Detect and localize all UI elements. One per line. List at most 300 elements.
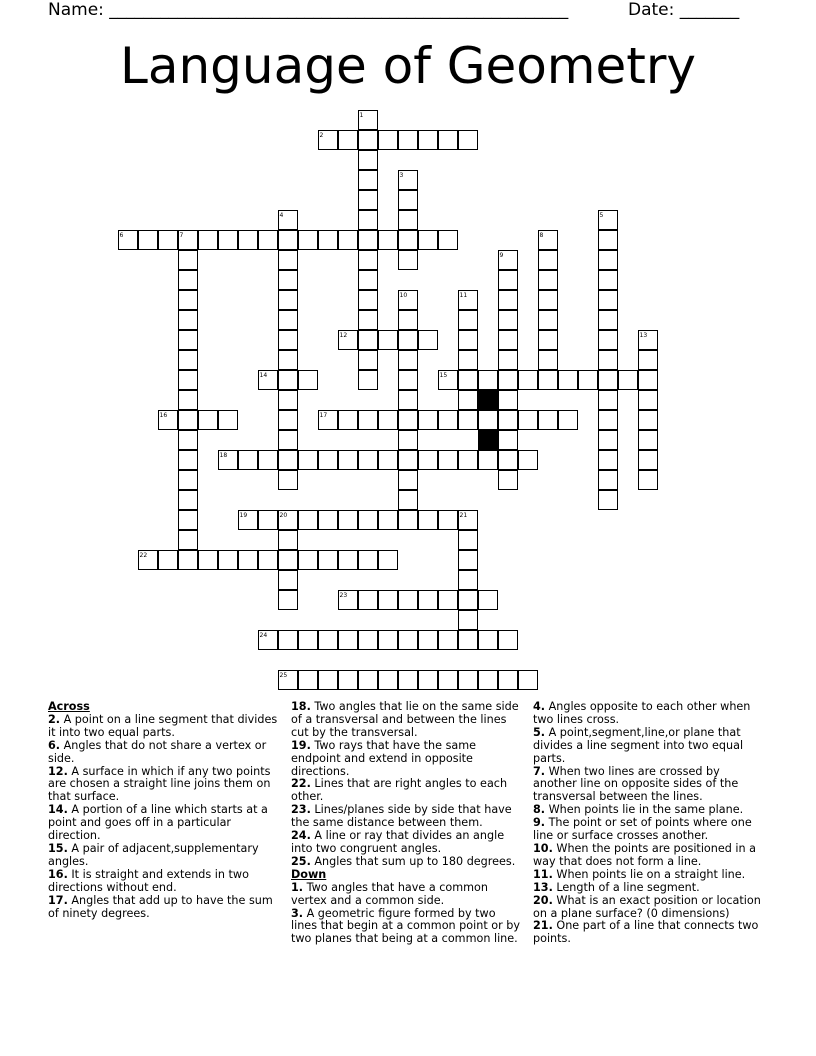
clue-number: 3. bbox=[291, 906, 304, 920]
clue-number: 15. bbox=[48, 841, 68, 855]
crossword-cell[interactable] bbox=[478, 590, 498, 610]
crossword-cell[interactable] bbox=[398, 510, 418, 530]
crossword-cell[interactable] bbox=[178, 330, 198, 350]
crossword-cell[interactable] bbox=[278, 570, 298, 590]
crossword-cell[interactable] bbox=[398, 210, 418, 230]
clue-number-label: 12 bbox=[339, 331, 348, 339]
crossword-cell[interactable] bbox=[598, 310, 618, 330]
crossword-cell[interactable] bbox=[338, 450, 358, 470]
crossword-cell[interactable] bbox=[498, 410, 518, 430]
clue-number-label: 14 bbox=[259, 371, 268, 379]
crossword-cell[interactable] bbox=[298, 510, 318, 530]
clue-item bbox=[533, 817, 765, 843]
crossword-cell[interactable] bbox=[378, 550, 398, 570]
crossword-cell[interactable] bbox=[178, 510, 198, 530]
crossword-cell[interactable] bbox=[338, 330, 358, 350]
crossword-cell[interactable] bbox=[198, 550, 218, 570]
crossword-cell[interactable] bbox=[318, 550, 338, 570]
crossword-cell[interactable] bbox=[638, 450, 658, 470]
crossword-cell[interactable] bbox=[258, 370, 278, 390]
crossword-cell[interactable] bbox=[278, 210, 298, 230]
crossword-cell[interactable] bbox=[358, 190, 378, 210]
crossword-cell[interactable] bbox=[478, 450, 498, 470]
crossword-cell[interactable] bbox=[538, 350, 558, 370]
crossword-cell[interactable] bbox=[518, 670, 538, 690]
crossword-cell[interactable] bbox=[518, 450, 538, 470]
crossword-cell[interactable] bbox=[538, 330, 558, 350]
crossword-cell[interactable] bbox=[238, 550, 258, 570]
crossword-cell[interactable] bbox=[298, 670, 318, 690]
crossword-cell[interactable] bbox=[358, 110, 378, 130]
crossword-cell[interactable] bbox=[398, 590, 418, 610]
crossword-cell[interactable] bbox=[278, 230, 298, 250]
clue-item bbox=[48, 869, 280, 895]
clue-number: 23. bbox=[291, 803, 311, 817]
crossword-cell[interactable] bbox=[218, 410, 238, 430]
crossword-cell[interactable] bbox=[598, 450, 618, 470]
crossword-cell[interactable] bbox=[318, 670, 338, 690]
crossword-cell[interactable] bbox=[438, 410, 458, 430]
crossword-cell[interactable] bbox=[338, 510, 358, 530]
crossword-cell[interactable] bbox=[538, 370, 558, 390]
crossword-black-cell bbox=[478, 390, 498, 410]
crossword-cell[interactable] bbox=[378, 630, 398, 650]
clue-number: 22. bbox=[291, 777, 311, 791]
crossword-cell[interactable] bbox=[598, 430, 618, 450]
crossword-cell[interactable] bbox=[358, 370, 378, 390]
crossword-cell[interactable] bbox=[198, 230, 218, 250]
crossword-cell[interactable] bbox=[598, 410, 618, 430]
clue-item bbox=[291, 908, 523, 947]
crossword-cell[interactable] bbox=[358, 410, 378, 430]
crossword-cell[interactable] bbox=[398, 490, 418, 510]
crossword-cell[interactable] bbox=[418, 130, 438, 150]
crossword-cell[interactable] bbox=[358, 310, 378, 330]
clue-text: Angles opposite to each other when two lines cross. bbox=[533, 700, 751, 726]
crossword-cell[interactable] bbox=[438, 130, 458, 150]
crossword-cell[interactable] bbox=[598, 350, 618, 370]
page-title: Language of Geometry bbox=[119, 37, 697, 95]
crossword-cell[interactable] bbox=[518, 370, 538, 390]
crossword-cell[interactable] bbox=[478, 370, 498, 390]
date-field[interactable]: Date: _______ bbox=[628, 0, 740, 20]
clue-number-label: 15 bbox=[439, 371, 448, 379]
clue-number: 8. bbox=[533, 803, 546, 817]
crossword-cell[interactable] bbox=[398, 190, 418, 210]
crossword-cell[interactable] bbox=[398, 130, 418, 150]
crossword-cell[interactable] bbox=[558, 410, 578, 430]
crossword-cell[interactable] bbox=[498, 450, 518, 470]
crossword-cell[interactable] bbox=[138, 230, 158, 250]
crossword-cell[interactable] bbox=[178, 430, 198, 450]
clue-number: 19. bbox=[291, 738, 311, 752]
clue-number: 9. bbox=[533, 816, 546, 830]
crossword-cell[interactable] bbox=[258, 510, 278, 530]
crossword-cell[interactable] bbox=[498, 250, 518, 270]
crossword-cell[interactable] bbox=[378, 130, 398, 150]
clue-item bbox=[48, 843, 280, 869]
crossword-cell[interactable] bbox=[538, 270, 558, 290]
crossword-cell[interactable] bbox=[498, 430, 518, 450]
clue-item bbox=[533, 920, 765, 946]
crossword-cell[interactable] bbox=[498, 670, 518, 690]
crossword-cell[interactable] bbox=[378, 670, 398, 690]
crossword-cell[interactable] bbox=[398, 670, 418, 690]
crossword-cell[interactable] bbox=[118, 230, 138, 250]
crossword-cell[interactable] bbox=[398, 250, 418, 270]
crossword-cell[interactable] bbox=[178, 270, 198, 290]
crossword-cell[interactable] bbox=[498, 270, 518, 290]
crossword-cell[interactable] bbox=[358, 210, 378, 230]
crossword-cell[interactable] bbox=[178, 230, 198, 250]
crossword-cell[interactable] bbox=[278, 350, 298, 370]
clue-item bbox=[48, 804, 280, 843]
crossword-cell[interactable] bbox=[358, 350, 378, 370]
clue-number-label: 7 bbox=[179, 231, 184, 239]
crossword-cell[interactable] bbox=[258, 550, 278, 570]
crossword-cell[interactable] bbox=[358, 450, 378, 470]
crossword-cell[interactable] bbox=[598, 490, 618, 510]
crossword-cell[interactable] bbox=[498, 330, 518, 350]
crossword-cell[interactable] bbox=[538, 310, 558, 330]
crossword-cell[interactable] bbox=[398, 330, 418, 350]
crossword-cell[interactable] bbox=[398, 430, 418, 450]
crossword-cell[interactable] bbox=[178, 390, 198, 410]
crossword-cell[interactable] bbox=[498, 290, 518, 310]
crossword-cell[interactable] bbox=[298, 370, 318, 390]
crossword-cell[interactable] bbox=[438, 670, 458, 690]
crossword-cell[interactable] bbox=[358, 630, 378, 650]
clue-text: When points lie on a straight line. bbox=[552, 867, 746, 881]
clue-number: 16. bbox=[48, 867, 68, 881]
clue-number: 6. bbox=[48, 738, 61, 752]
crossword-cell[interactable] bbox=[258, 230, 278, 250]
crossword-cell[interactable] bbox=[358, 550, 378, 570]
crossword-cell[interactable] bbox=[638, 350, 658, 370]
crossword-cell[interactable] bbox=[178, 410, 198, 430]
crossword-cell[interactable] bbox=[638, 370, 658, 390]
crossword-cell[interactable] bbox=[418, 230, 438, 250]
crossword-cell[interactable] bbox=[338, 550, 358, 570]
crossword-cell[interactable] bbox=[278, 390, 298, 410]
crossword-cell[interactable] bbox=[398, 290, 418, 310]
crossword-cell[interactable] bbox=[178, 250, 198, 270]
crossword-cell[interactable] bbox=[398, 350, 418, 370]
crossword-cell[interactable] bbox=[278, 550, 298, 570]
crossword-cell[interactable] bbox=[318, 130, 338, 150]
crossword-cell[interactable] bbox=[478, 410, 498, 430]
clue-number-label: 17 bbox=[319, 411, 328, 419]
crossword-cell[interactable] bbox=[378, 450, 398, 470]
crossword-cell[interactable] bbox=[498, 310, 518, 330]
clue-column-2 bbox=[291, 701, 523, 946]
clue-text: A pair of adjacent,supplementary angles. bbox=[48, 841, 259, 868]
crossword-cell[interactable] bbox=[398, 370, 418, 390]
crossword-cell[interactable] bbox=[598, 250, 618, 270]
crossword-cell[interactable] bbox=[178, 470, 198, 490]
clue-text: A geometric figure formed by two lines that begin at a common point or by two planes that being at a common line. bbox=[291, 906, 520, 946]
crossword-cell[interactable] bbox=[278, 430, 298, 450]
clue-number: 14. bbox=[48, 803, 68, 817]
crossword-cell[interactable] bbox=[418, 450, 438, 470]
crossword-cell[interactable] bbox=[398, 410, 418, 430]
crossword-cell[interactable] bbox=[458, 350, 478, 370]
crossword-cell[interactable] bbox=[278, 510, 298, 530]
crossword-cell[interactable] bbox=[438, 370, 458, 390]
name-field[interactable]: Name: ______________________________________________________ bbox=[48, 0, 569, 20]
crossword-cell[interactable] bbox=[598, 370, 618, 390]
crossword-cell[interactable] bbox=[218, 450, 238, 470]
crossword-cell[interactable] bbox=[458, 530, 478, 550]
clue-number-label: 5 bbox=[599, 211, 604, 219]
crossword-cell[interactable] bbox=[358, 150, 378, 170]
crossword-cell[interactable] bbox=[458, 630, 478, 650]
clue-item bbox=[291, 830, 523, 856]
crossword-cell[interactable] bbox=[298, 630, 318, 650]
crossword-cell[interactable] bbox=[438, 510, 458, 530]
crossword-cell[interactable] bbox=[278, 470, 298, 490]
crossword-cell[interactable] bbox=[398, 230, 418, 250]
crossword-cell[interactable] bbox=[178, 370, 198, 390]
crossword-black-cell bbox=[478, 430, 498, 450]
crossword-cell[interactable] bbox=[278, 670, 298, 690]
crossword-cell[interactable] bbox=[438, 450, 458, 470]
crossword-cell[interactable] bbox=[178, 350, 198, 370]
crossword-cell[interactable] bbox=[158, 550, 178, 570]
crossword-cell[interactable] bbox=[358, 330, 378, 350]
clue-column-1 bbox=[48, 701, 280, 920]
crossword-cell[interactable] bbox=[298, 450, 318, 470]
crossword-cell[interactable] bbox=[458, 330, 478, 350]
crossword-cell[interactable] bbox=[418, 590, 438, 610]
crossword-cell[interactable] bbox=[398, 170, 418, 190]
crossword-cell[interactable] bbox=[358, 670, 378, 690]
clue-text: When the points are positioned in a way that does not form a line. bbox=[533, 841, 757, 868]
crossword-cell[interactable] bbox=[358, 250, 378, 270]
clue-item bbox=[291, 778, 523, 804]
crossword-cell[interactable] bbox=[518, 410, 538, 430]
crossword-cell[interactable] bbox=[498, 470, 518, 490]
crossword-cell[interactable] bbox=[398, 390, 418, 410]
crossword-cell[interactable] bbox=[498, 630, 518, 650]
clue-text: Two angles that lie on the same side of a transversal and between the lines cut by the transversal. bbox=[291, 700, 519, 739]
clue-item bbox=[291, 882, 523, 908]
clue-item bbox=[48, 895, 280, 921]
crossword-cell[interactable] bbox=[238, 230, 258, 250]
crossword-cell[interactable] bbox=[178, 290, 198, 310]
crossword-cell[interactable] bbox=[378, 590, 398, 610]
crossword-cell[interactable] bbox=[178, 530, 198, 550]
crossword-cell[interactable] bbox=[278, 270, 298, 290]
crossword-cell[interactable] bbox=[338, 590, 358, 610]
crossword-cell[interactable] bbox=[458, 370, 478, 390]
clue-number-label: 11 bbox=[459, 291, 468, 299]
clue-number-label: 10 bbox=[399, 291, 408, 299]
crossword-cell[interactable] bbox=[418, 670, 438, 690]
crossword-cell[interactable] bbox=[398, 310, 418, 330]
crossword-cell[interactable] bbox=[638, 330, 658, 350]
crossword-cell[interactable] bbox=[458, 390, 478, 410]
crossword-cell[interactable] bbox=[358, 270, 378, 290]
crossword-cell[interactable] bbox=[458, 310, 478, 330]
crossword-cell[interactable] bbox=[598, 270, 618, 290]
crossword-cell[interactable] bbox=[378, 410, 398, 430]
crossword-cell[interactable] bbox=[338, 130, 358, 150]
crossword-cell[interactable] bbox=[538, 230, 558, 250]
across-heading: Across bbox=[48, 700, 90, 713]
crossword-cell[interactable] bbox=[218, 230, 238, 250]
crossword-cell[interactable] bbox=[398, 630, 418, 650]
crossword-cell[interactable] bbox=[298, 550, 318, 570]
crossword-cell[interactable] bbox=[458, 550, 478, 570]
crossword-cell[interactable] bbox=[358, 290, 378, 310]
crossword-cell[interactable] bbox=[158, 230, 178, 250]
crossword-cell[interactable] bbox=[278, 410, 298, 430]
crossword-cell[interactable] bbox=[598, 330, 618, 350]
crossword-cell[interactable] bbox=[398, 450, 418, 470]
crossword-cell[interactable] bbox=[578, 370, 598, 390]
crossword-cell[interactable] bbox=[158, 410, 178, 430]
crossword-cell[interactable] bbox=[638, 430, 658, 450]
clue-item bbox=[291, 701, 523, 740]
crossword-cell[interactable] bbox=[438, 230, 458, 250]
crossword-cell[interactable] bbox=[318, 230, 338, 250]
clue-text: It is straight and extends in two directions without end. bbox=[48, 867, 249, 894]
crossword-cell[interactable] bbox=[458, 570, 478, 590]
crossword-cell[interactable] bbox=[498, 390, 518, 410]
crossword-cell[interactable] bbox=[498, 350, 518, 370]
clue-text: Two angles that have a common vertex and a common side. bbox=[291, 880, 488, 907]
crossword-cell[interactable] bbox=[458, 510, 478, 530]
crossword-cell[interactable] bbox=[278, 530, 298, 550]
crossword-cell[interactable] bbox=[598, 290, 618, 310]
crossword-cell[interactable] bbox=[278, 590, 298, 610]
clue-text: Lines/planes side by side that have the same distance between them. bbox=[291, 803, 512, 830]
crossword-cell[interactable] bbox=[458, 410, 478, 430]
crossword-cell[interactable] bbox=[378, 230, 398, 250]
crossword-cell[interactable] bbox=[638, 410, 658, 430]
crossword-cell[interactable] bbox=[238, 510, 258, 530]
crossword-cell[interactable] bbox=[178, 310, 198, 330]
crossword-cell[interactable] bbox=[358, 230, 378, 250]
crossword-cell[interactable] bbox=[538, 290, 558, 310]
crossword-cell[interactable] bbox=[538, 250, 558, 270]
clue-number-label: 19 bbox=[239, 511, 248, 519]
crossword-cell[interactable] bbox=[138, 550, 158, 570]
clue-number: 11. bbox=[533, 867, 553, 881]
crossword-cell[interactable] bbox=[278, 250, 298, 270]
crossword-cell[interactable] bbox=[318, 410, 338, 430]
crossword-cell[interactable] bbox=[238, 450, 258, 470]
crossword-cell[interactable] bbox=[498, 370, 518, 390]
crossword-cell[interactable] bbox=[458, 450, 478, 470]
clue-item bbox=[291, 856, 523, 869]
crossword-cell[interactable] bbox=[598, 210, 618, 230]
crossword-cell[interactable] bbox=[178, 550, 198, 570]
clue-number-label: 6 bbox=[119, 231, 124, 239]
clue-number-label: 18 bbox=[219, 451, 228, 459]
crossword-cell[interactable] bbox=[558, 370, 578, 390]
clue-text: A point,segment,line,or plane that divides a line segment into two equal parts. bbox=[533, 725, 744, 765]
crossword-cell[interactable] bbox=[638, 390, 658, 410]
crossword-cell[interactable] bbox=[418, 630, 438, 650]
clue-number: 13. bbox=[533, 880, 553, 894]
crossword-cell[interactable] bbox=[178, 490, 198, 510]
crossword-cell[interactable] bbox=[598, 470, 618, 490]
crossword-cell[interactable] bbox=[178, 450, 198, 470]
crossword-cell[interactable] bbox=[338, 670, 358, 690]
crossword-cell[interactable] bbox=[218, 550, 238, 570]
crossword-cell[interactable] bbox=[418, 410, 438, 430]
clue-number: 12. bbox=[48, 764, 68, 778]
crossword-cell[interactable] bbox=[338, 230, 358, 250]
clue-text: Angles that do not share a vertex or side. bbox=[48, 738, 267, 765]
crossword-cell[interactable] bbox=[638, 470, 658, 490]
crossword-cell[interactable] bbox=[318, 630, 338, 650]
crossword-cell[interactable] bbox=[198, 410, 218, 430]
clue-text: Lines that are right angles to each other. bbox=[291, 777, 508, 804]
crossword-cell[interactable] bbox=[278, 310, 298, 330]
crossword-cell[interactable] bbox=[598, 390, 618, 410]
crossword-cell[interactable] bbox=[618, 370, 638, 390]
clue-text: What is an exact position or location on a plane surface? (0 dimensions) bbox=[533, 893, 761, 920]
crossword-cell[interactable] bbox=[358, 130, 378, 150]
crossword-cell[interactable] bbox=[278, 370, 298, 390]
clue-number: 21. bbox=[533, 919, 553, 933]
clue-item bbox=[533, 895, 765, 921]
crossword-cell[interactable] bbox=[378, 330, 398, 350]
crossword-cell[interactable] bbox=[398, 470, 418, 490]
crossword-cell[interactable] bbox=[458, 130, 478, 150]
clue-column-3 bbox=[533, 701, 765, 946]
crossword-cell[interactable] bbox=[458, 290, 478, 310]
crossword-cell[interactable] bbox=[358, 510, 378, 530]
crossword-cell[interactable] bbox=[338, 630, 358, 650]
crossword-cell[interactable] bbox=[458, 590, 478, 610]
clue-number-label: 1 bbox=[359, 111, 364, 119]
crossword-cell[interactable] bbox=[378, 510, 398, 530]
crossword-cell[interactable] bbox=[278, 290, 298, 310]
crossword-cell[interactable] bbox=[358, 170, 378, 190]
crossword-cell[interactable] bbox=[258, 450, 278, 470]
crossword-cell[interactable] bbox=[278, 450, 298, 470]
clue-number-label: 13 bbox=[639, 331, 648, 339]
crossword-cell[interactable] bbox=[258, 630, 278, 650]
crossword-cell[interactable] bbox=[358, 590, 378, 610]
crossword-cell[interactable] bbox=[318, 450, 338, 470]
crossword-cell[interactable] bbox=[318, 510, 338, 530]
crossword-cell[interactable] bbox=[278, 630, 298, 650]
crossword-cell[interactable] bbox=[418, 330, 438, 350]
crossword-cell[interactable] bbox=[338, 410, 358, 430]
crossword-cell[interactable] bbox=[438, 590, 458, 610]
crossword-cell[interactable] bbox=[478, 630, 498, 650]
crossword-cell[interactable] bbox=[458, 610, 478, 630]
crossword-cell[interactable] bbox=[538, 410, 558, 430]
down-heading: Down bbox=[291, 867, 327, 881]
clue-text: When points lie in the same plane. bbox=[545, 803, 744, 817]
clue-number: 20. bbox=[533, 893, 553, 907]
crossword-cell[interactable] bbox=[298, 230, 318, 250]
crossword-cell[interactable] bbox=[598, 230, 618, 250]
clue-text: When two lines are crossed by another line on opposite sides of the transversal between the lines. bbox=[533, 764, 739, 804]
crossword-cell[interactable] bbox=[278, 330, 298, 350]
crossword-cell[interactable] bbox=[458, 670, 478, 690]
clue-item bbox=[533, 766, 765, 805]
crossword-cell[interactable] bbox=[418, 510, 438, 530]
crossword-cell[interactable] bbox=[438, 630, 458, 650]
crossword-cell[interactable] bbox=[478, 670, 498, 690]
